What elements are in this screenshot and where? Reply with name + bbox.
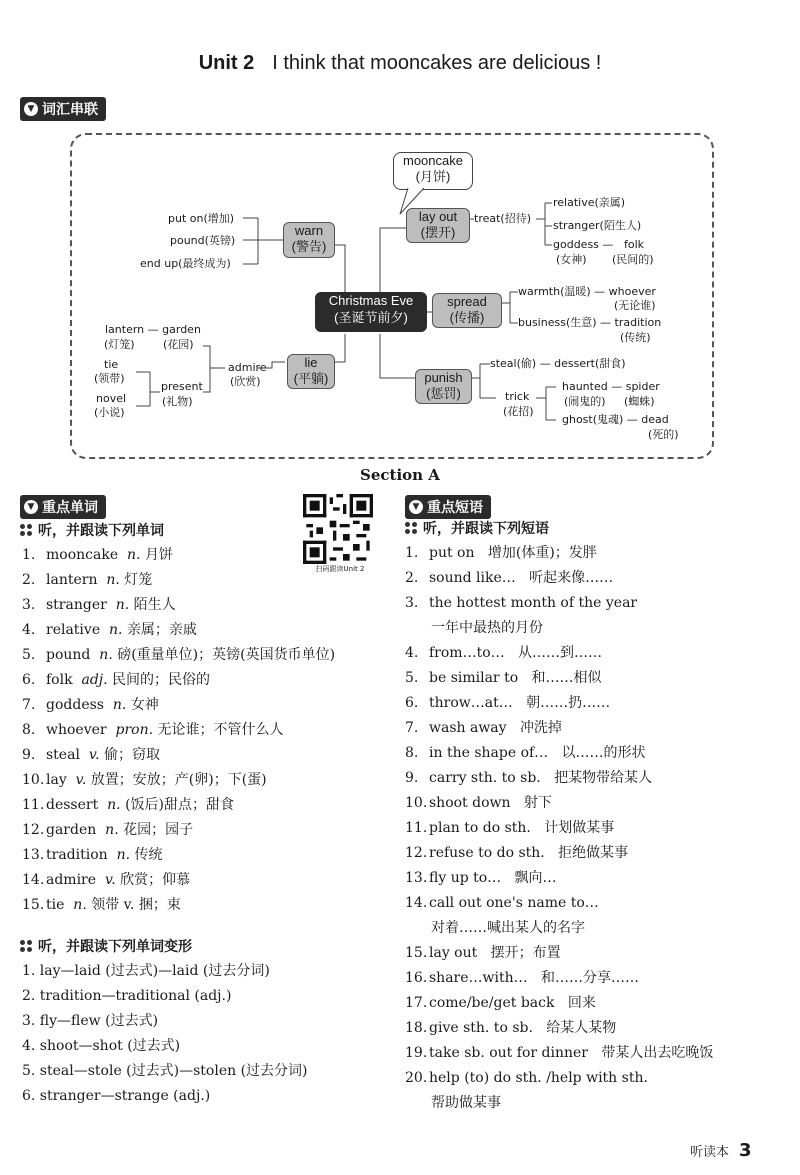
phrase-number: 16.: [405, 970, 428, 986]
word-number: 5.: [22, 647, 36, 663]
phrase-row: [405, 991, 713, 1016]
phrase-number: 3.: [405, 595, 419, 611]
present-label: present: [161, 380, 203, 393]
phrase-en: carry sth. to sb.: [429, 770, 541, 786]
phrase-number: 13.: [405, 870, 428, 886]
phrase-en: help (to) do sth. /help with sth.: [429, 1070, 648, 1086]
phrase-row: [405, 966, 713, 991]
key-phrases-tag: [405, 495, 491, 519]
phrase-cn: 朝……扔……: [526, 695, 611, 711]
word-en: goddess: [46, 697, 104, 713]
node-lie-cn: (平躺): [293, 371, 329, 386]
word-cn: 放置；安放；产(卵)；下(蛋): [90, 772, 267, 788]
phrase-row: [405, 791, 713, 816]
word-row: [22, 893, 335, 918]
phrase-en: call out one's name to…: [429, 895, 599, 911]
word-pos: n.: [115, 597, 130, 613]
node-spread: [432, 293, 502, 328]
chevron-down-icon: ▼: [409, 500, 423, 514]
phrase-row: [405, 691, 713, 716]
warmth-label: warmth(温暖) — whoever: [518, 285, 656, 298]
phrase-row: [405, 616, 713, 641]
phrase-en: sound like…: [429, 570, 516, 586]
node-spread-cn: (传播): [449, 310, 485, 325]
word-cn: 磅(重量单位)；英镑(英国货币单位): [117, 647, 336, 663]
word-pos: pron.: [115, 722, 154, 738]
phrase-cn: 以……的形状: [561, 745, 646, 761]
node-warn: [283, 222, 335, 258]
phrase-cn: 一年中最热的月份: [431, 620, 543, 636]
phrase-en: be similar to: [429, 670, 519, 686]
node-punish: [415, 369, 472, 404]
form-row: 1. lay—laid (过去式)—laid (过去分词): [22, 963, 270, 979]
word-cn: 传统: [134, 847, 163, 863]
node-lay-out: [406, 208, 470, 243]
words-subheading: [20, 520, 164, 540]
phrase-cn: 从……到……: [518, 645, 602, 661]
bubble-cn: (月饼): [415, 169, 451, 184]
node-lay-out-cn: (摆开): [420, 225, 456, 240]
phrase-number: 4.: [405, 645, 419, 661]
phrase-number: 10.: [405, 795, 428, 811]
phrase-row: [405, 891, 713, 916]
word-en: relative: [46, 622, 101, 638]
phrase-en: throw…at…: [429, 695, 513, 711]
phrase-en: lay out: [429, 945, 478, 961]
word-cn: 民间的；民俗的: [112, 672, 211, 688]
phrase-en: wash away: [429, 720, 507, 736]
word-cn: 亲属；亲戚: [126, 622, 197, 638]
word-row: [22, 718, 335, 743]
phrase-en: come/be/get back: [429, 995, 555, 1011]
word-list: [22, 543, 335, 918]
chevron-down-icon: ▼: [24, 500, 38, 514]
phrase-number: 14.: [405, 895, 428, 911]
phrase-number: 6.: [405, 695, 419, 711]
word-row: [22, 618, 335, 643]
word-pos: v.: [104, 872, 116, 888]
phrase-row: [405, 1066, 713, 1091]
phrase-number: 8.: [405, 745, 419, 761]
forms-subheading: [20, 936, 192, 956]
phrase-cn: 听起来像……: [529, 570, 614, 586]
phrase-row: [405, 916, 713, 941]
key-words-tag: [20, 495, 106, 519]
phrase-cn: 拒绝做某事: [558, 845, 629, 861]
word-row: [22, 543, 335, 568]
phrase-en: refuse to do sth.: [429, 845, 545, 861]
word-row: [22, 568, 335, 593]
form-row: 4. shoot—shot (过去式): [22, 1038, 181, 1054]
goddess-label: goddess —: [553, 238, 614, 251]
phrase-en: give sth. to sb.: [429, 1020, 533, 1036]
haunted-label: haunted — spider: [562, 380, 660, 393]
word-pos: n.: [73, 897, 87, 913]
word-number: 13.: [22, 847, 45, 863]
word-row: [22, 593, 335, 618]
word-row: [22, 793, 335, 818]
word-number: 8.: [22, 722, 36, 738]
garden-cn: (花园): [163, 338, 194, 351]
phrase-en: plan to do sth.: [429, 820, 531, 836]
phrase-row: [405, 941, 713, 966]
phrase-cn: 增加(体重)；发胖: [487, 545, 597, 561]
node-spread-en: spread: [447, 294, 487, 309]
phrase-row: [405, 716, 713, 741]
clover-icon: [20, 524, 32, 536]
unit-title: I think that mooncakes are delicious !: [272, 52, 602, 74]
admire-label: admire: [228, 361, 267, 374]
word-en: tie: [46, 897, 65, 913]
word-cn: 花园；园子: [123, 822, 194, 838]
node-lie-en: lie: [304, 355, 318, 370]
present-cn: (礼物): [162, 395, 193, 408]
node-punish-cn: (惩罚): [426, 386, 461, 401]
key-words-label: 重点单词: [42, 500, 98, 516]
word-row: [22, 743, 335, 768]
word-pos: n.: [106, 572, 120, 588]
tradition-cn: (传统): [620, 331, 651, 344]
word-row: [22, 818, 335, 843]
phrase-number: 9.: [405, 770, 419, 786]
phrase-row: [405, 541, 713, 566]
word-en: tradition: [46, 847, 108, 863]
stranger-label: stranger(陌生人): [553, 219, 642, 232]
word-pos: n.: [105, 822, 119, 838]
phrase-row: [405, 1016, 713, 1041]
center-en: Christmas Eve: [328, 293, 414, 308]
word-en: dessert: [46, 797, 99, 813]
phrase-en: the hottest month of the year: [429, 595, 638, 611]
phrase-row: [405, 641, 713, 666]
whoever-cn: (无论谁): [614, 299, 656, 312]
word-en: steal: [46, 747, 80, 763]
word-en: lantern: [46, 572, 98, 588]
word-number: 4.: [22, 622, 36, 638]
form-row: 2. tradition—traditional (adj.): [22, 988, 232, 1004]
phrase-number: 15.: [405, 945, 428, 961]
phrase-row: [405, 866, 713, 891]
word-en: whoever: [46, 722, 107, 738]
phrase-cn: 冲洗掉: [519, 720, 562, 736]
word-cn: 陌生人: [133, 597, 176, 613]
business-label: business(生意) — tradition: [518, 316, 662, 329]
folk-cn: (民间的): [612, 253, 654, 266]
word-cn: 灯笼: [124, 572, 153, 588]
word-number: 7.: [22, 697, 36, 713]
phrase-en: share…with…: [429, 970, 528, 986]
word-row: [22, 868, 335, 893]
trick-cn: (花招): [503, 405, 534, 418]
node-punish-en: punish: [424, 370, 463, 385]
word-number: 11.: [22, 797, 45, 813]
node-warn-cn: (警告): [291, 239, 327, 254]
phrase-number: 1.: [405, 545, 419, 561]
phrase-row: [405, 741, 713, 766]
clover-icon: [405, 522, 417, 534]
word-en: garden: [46, 822, 97, 838]
novel-cn: (小说): [94, 406, 125, 419]
phrase-row: [405, 816, 713, 841]
form-list: [22, 959, 308, 1109]
word-en: admire: [46, 872, 97, 888]
word-cn: 月饼: [144, 547, 173, 563]
page-number: 3: [739, 1140, 752, 1161]
warn-item-2: pound(英镑): [170, 234, 236, 247]
phrase-row: [405, 1091, 713, 1116]
phrase-row: [405, 1041, 713, 1066]
phrase-number: 11.: [405, 820, 428, 836]
word-cn: 欣赏；仰慕: [120, 872, 191, 888]
word-number: 3.: [22, 597, 36, 613]
word-row: [22, 843, 335, 868]
phrase-cn: 把某物带给某人: [554, 770, 653, 786]
phrase-list: [405, 541, 713, 1116]
word-en: pound: [46, 647, 91, 663]
form-row: 5. steal—stole (过去式)—stolen (过去分词): [22, 1063, 308, 1079]
word-pos: v.: [88, 747, 100, 763]
goddess-cn: (女神): [556, 253, 587, 266]
word-cn: 偷；窃取: [103, 747, 160, 763]
steal-label: steal(偷) — dessert(甜食): [490, 357, 626, 370]
word-en: stranger: [46, 597, 107, 613]
word-en: mooncake: [46, 547, 119, 563]
chevron-down-icon: ▼: [24, 102, 38, 116]
qr-code-icon[interactable]: [303, 494, 373, 564]
qr-caption: 扫码跟读Unit 2: [315, 565, 365, 573]
warn-item-1: put on(增加): [168, 212, 235, 225]
word-row: [22, 668, 335, 693]
dead-cn: (死的): [648, 428, 679, 441]
lantern-label: lantern — garden: [105, 323, 201, 336]
treat-label: treat(招待): [474, 212, 531, 225]
word-number: 2.: [22, 572, 36, 588]
phrase-number: 12.: [405, 845, 428, 861]
word-row: [22, 693, 335, 718]
footer-label: 听读本: [690, 1145, 730, 1160]
word-cn: 女神: [130, 697, 159, 713]
word-pos: n.: [109, 622, 123, 638]
page-footer: [690, 1140, 752, 1161]
node-lie: [287, 354, 335, 389]
novel-label: novel: [96, 392, 127, 405]
phrase-en: shoot down: [429, 795, 511, 811]
word-cn: 领带 v. 捆；束: [91, 897, 181, 913]
phrase-cn: 计划做某事: [544, 820, 615, 836]
phrase-number: 2.: [405, 570, 419, 586]
phrase-cn: 摆开；布置: [490, 945, 561, 961]
phrase-number: 5.: [405, 670, 419, 686]
words-subheading-text: 听，并跟读下列单词: [38, 523, 164, 539]
tie-label: tie: [104, 358, 119, 371]
word-row: [22, 643, 335, 668]
word-row: [22, 768, 335, 793]
lantern-cn: (灯笼): [104, 338, 135, 351]
ghost-label: ghost(鬼魂) — dead: [562, 413, 669, 426]
center-cn: (圣诞节前夕): [334, 310, 408, 325]
phrase-row: [405, 841, 713, 866]
node-warn-en: warn: [294, 223, 324, 238]
phrase-row: [405, 666, 713, 691]
word-en: lay: [46, 772, 67, 788]
phrase-cn: 和……分享……: [541, 970, 639, 986]
word-number: 15.: [22, 897, 45, 913]
phrase-cn: 和……相似: [531, 670, 602, 686]
center-node: [315, 292, 427, 332]
phrase-row: [405, 591, 713, 616]
phrase-number: 18.: [405, 1020, 428, 1036]
form-row: 3. fly—flew (过去式): [22, 1013, 159, 1029]
phrase-en: fly up to…: [429, 870, 502, 886]
phrase-cn: 对着……喊出某人的名字: [431, 920, 585, 936]
phrase-number: 20.: [405, 1070, 428, 1086]
phrase-cn: 回来: [567, 995, 596, 1011]
word-pos: n.: [116, 847, 131, 863]
haunted-cn: (闹鬼的): [564, 395, 606, 408]
phrase-row: [405, 566, 713, 591]
form-row: 6. stranger—strange (adj.): [22, 1088, 211, 1104]
word-number: 9.: [22, 747, 36, 763]
phrase-cn: 给某人某物: [546, 1020, 617, 1036]
admire-cn: (欣赏): [230, 375, 261, 388]
word-number: 14.: [22, 872, 45, 888]
phrase-en: take sb. out for dinner: [429, 1045, 588, 1061]
word-pos: n.: [127, 547, 141, 563]
phrase-cn: 射下: [523, 795, 552, 811]
word-pos: n.: [112, 697, 127, 713]
phrase-cn: 帮助做某事: [431, 1095, 501, 1111]
phrase-cn: 带某人出去吃晚饭: [601, 1045, 714, 1061]
bubble-en: mooncake: [403, 153, 463, 168]
word-en: folk: [46, 672, 73, 688]
key-phrases-label: 重点短语: [427, 500, 483, 516]
phrase-number: 17.: [405, 995, 428, 1011]
trick-label: trick: [505, 390, 530, 403]
tie-cn: (领带): [94, 372, 125, 385]
phrase-row: [405, 766, 713, 791]
phrases-subheading-text: 听，并跟读下列短语: [423, 521, 549, 537]
section-heading: Section A: [360, 466, 440, 484]
word-pos: n.: [107, 797, 121, 813]
phrase-en: in the shape of…: [429, 745, 549, 761]
phrase-number: 19.: [405, 1045, 428, 1061]
word-number: 10.: [22, 772, 45, 788]
node-lay-out-en: lay out: [418, 209, 458, 224]
folk-label: folk: [624, 238, 645, 251]
word-cn: 无论谁；不管什么人: [157, 722, 284, 738]
vocab-chain-label: 词汇串联: [42, 102, 98, 118]
forms-subheading-text: 听，并跟读下列单词变形: [38, 939, 192, 955]
spider-cn: (蜘蛛): [624, 395, 655, 408]
word-cn: (饭后)甜点；甜食: [125, 797, 234, 813]
word-pos: adj.: [81, 672, 108, 688]
unit-label: Unit 2: [198, 52, 255, 74]
word-number: 12.: [22, 822, 45, 838]
phrase-en: from…to…: [429, 645, 505, 661]
relative-label: relative(亲属): [553, 196, 626, 209]
word-number: 1.: [22, 547, 36, 563]
phrase-cn: 飘向…: [514, 870, 557, 886]
phrases-subheading: [405, 518, 549, 538]
phrase-number: 7.: [405, 720, 419, 736]
warn-item-3: end up(最终成为): [140, 257, 231, 270]
word-pos: n.: [99, 647, 113, 663]
phrase-en: put on: [429, 545, 475, 561]
clover-icon: [20, 940, 32, 952]
word-pos: v.: [75, 772, 87, 788]
word-number: 6.: [22, 672, 36, 688]
